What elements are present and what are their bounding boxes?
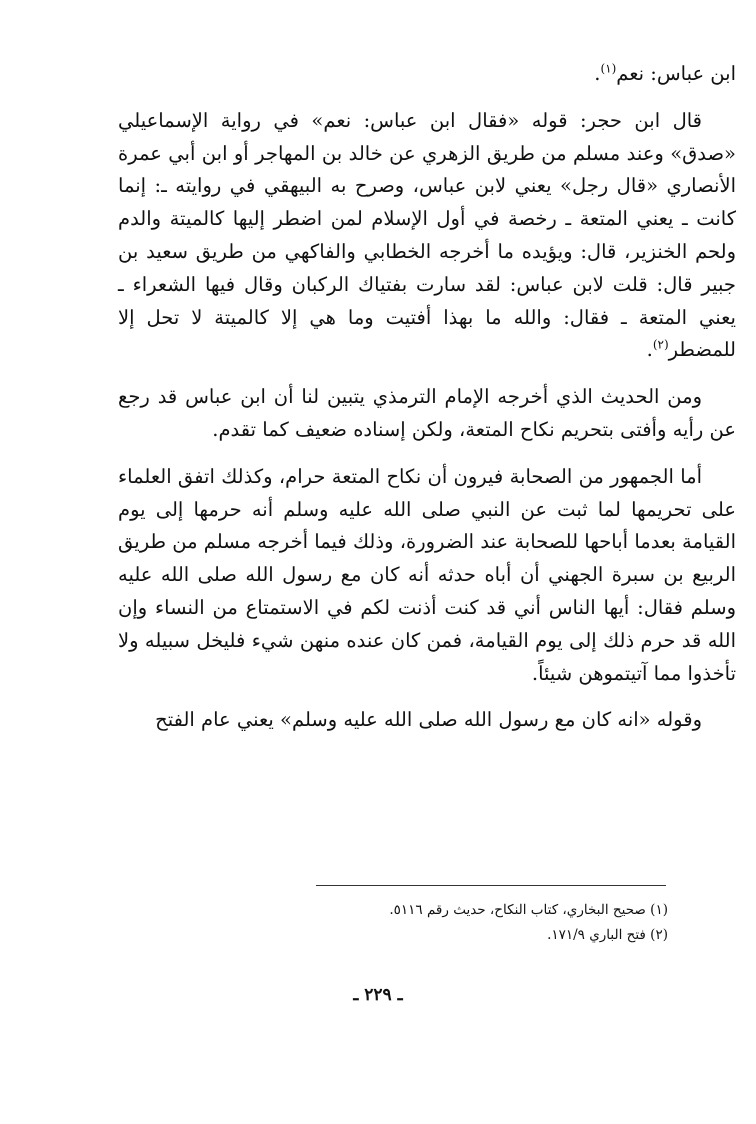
footnotes [300, 898, 668, 948]
page-number: ـ ٢٢٩ ـ [353, 985, 403, 1005]
paragraph [118, 381, 736, 447]
paragraph-text: ومن الحديث الذي أخرجه الإمام الترمذي يتبين لنا أن ابن عباس قد رجع عن رأيه وأفتى بتحريم نكاح المتعة، ولكن إسناده ضعيف كما تقدم. [118, 385, 736, 441]
footnote: (٢) فتح الباري ١٧١/٩. [547, 927, 668, 943]
paragraph [118, 58, 736, 91]
paragraph-end: . [594, 62, 601, 85]
paragraph-text: وقوله «انه كان مع رسول الله صلى الله عليه وسلم» يعني عام الفتح [155, 708, 702, 732]
paragraph [118, 704, 736, 737]
footnote-divider [316, 885, 666, 886]
paragraph [118, 461, 736, 691]
paragraph-text: أما الجمهور من الصحابة فيرون أن نكاح المتعة حرام، وكذلك اتفق العلماء على تحريمها لما ثبت عن النبي صلى الله عليه وسلم أنه حرمها إلى يوم القيامة بعدما أباحها للصحابة عند الضرورة، وذلك فيما أخرجه مسلم من طريق الربيع بن سبرة الجهني أن أباه حدثه أنه كان مع رسول الله صلى الله عليه وسلم فقال: أيها الناس أني قد كنت أذنت لكم في الاستمتاع من النساء وإن الله قد حرم ذلك إلى يوم القيامة، فمن كان عنده منهن شيء فليخل سبيله ولا تأخذوا مما آتيتموهن شيئاً. [118, 464, 736, 685]
paragraph-text: قال ابن حجر: قوله «فقال ابن عباس: نعم» في رواية الإسماعيلي «صدق» وعند مسلم من طريق الزهري عن خالد بن المهاجر أو ابن أبي عمرة الأنصاري «قال رجل» يعني لابن عباس، وصرح به البيهقي في روايته ـ: إنما كانت ـ يعني المتعة ـ رخصة في أول الإسلام لمن اضطر إليها كالميتة والدم ولحم الخنزير، قال: ويؤيده ما أخرجه الخطابي والفاكهي من طريق سعيد بن جبير قال: قلت لابن عباس: لقد سارت بفتياك الركبان وقال فيها الشعراء ـ يعني المتعة ـ فقال: والله ما بهذا أفتيت وما هي إلا كالميتة لا تحل إلا للمضطر [118, 108, 736, 362]
paragraph-text: ابن عباس: نعم [616, 62, 736, 85]
paragraph-end: . [646, 338, 653, 362]
footnote-reference: (٢) [652, 337, 669, 352]
footnote-reference: (١) [600, 61, 617, 76]
paragraph [118, 105, 736, 367]
main-text [118, 58, 736, 751]
footnote: (١) صحيح البخاري، كتاب النكاح، حديث رقم ٥١١٦. [389, 902, 668, 918]
